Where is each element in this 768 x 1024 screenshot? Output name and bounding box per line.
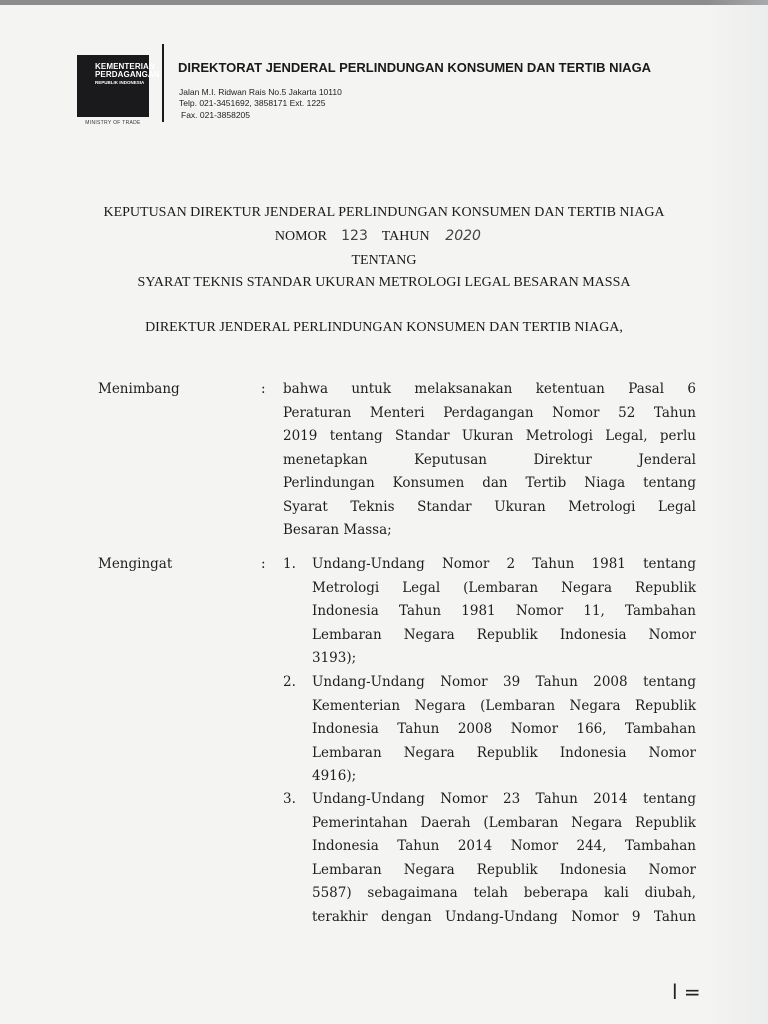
text-line: Indonesia Tahun 2008 Nomor 166, Tambahan bbox=[312, 721, 696, 737]
text-line: Perlindungan Konsumen dan Tertib Niaga tentang bbox=[283, 475, 696, 491]
tentang-heading: TENTANG bbox=[351, 253, 417, 268]
scan-edge-shading bbox=[708, 0, 768, 1024]
text-line: Besaran Massa; bbox=[283, 522, 392, 538]
text-line: Indonesia Tahun 1981 Nomor 11, Tambahan bbox=[312, 603, 696, 619]
text-line: menetapkan Keputusan Direktur Jenderal bbox=[283, 451, 696, 468]
text-line: 5587) sebagaimana telah beberapa kali diubah, bbox=[312, 885, 696, 901]
directorate-name: DIREKTORAT JENDERAL PERLINDUNGAN KONSUMEN DAN TERTIB NIAGA bbox=[178, 60, 652, 75]
nomor-label: NOMOR bbox=[274, 229, 327, 244]
text-line: bahwa untuk melaksanakan ketentuan Pasal 6 bbox=[283, 381, 696, 397]
fax-line: Fax. 021-3858205 bbox=[181, 110, 250, 120]
tahun-handwritten: 2020 bbox=[445, 228, 481, 244]
issuing-official: DIREKTUR JENDERAL PERLINDUNGAN KONSUMEN DAN TERTIB NIAGA, bbox=[145, 320, 623, 335]
ministry-logo-text bbox=[95, 63, 160, 86]
text-line: Kementerian Negara (Lembaran Negara Republik bbox=[312, 697, 696, 714]
menimbang-text bbox=[283, 378, 696, 543]
text-line: 3193); bbox=[312, 650, 357, 666]
mengingat-item-2 bbox=[312, 671, 696, 789]
item-number: 3. bbox=[283, 791, 296, 807]
address-line: Jalan M.I. Ridwan Rais No.5 Jakarta 10110 bbox=[179, 87, 342, 97]
scan-top-border bbox=[0, 0, 768, 5]
logo-line-3: REPUBLIK INDONESIA bbox=[95, 80, 145, 85]
mengingat-label: Mengingat bbox=[98, 556, 173, 572]
text-line: Peraturan Menteri Perdagangan Nomor 52 Tahun bbox=[283, 404, 696, 421]
text-line: Lembaran Negara Republik Indonesia Nomor bbox=[312, 744, 696, 761]
logo-line-2: PERDAGANGAN bbox=[95, 70, 160, 79]
mengingat-item-1 bbox=[312, 553, 696, 671]
text-line: Pemerintahan Daerah (Lembaran Negara Republik bbox=[312, 814, 696, 831]
text-line: Lembaran Negara Republik Indonesia Nomor bbox=[312, 861, 696, 878]
menimbang-colon: : bbox=[261, 381, 266, 397]
text-line: Lembaran Negara Republik Indonesia Nomor bbox=[312, 626, 696, 643]
decree-subject: SYARAT TEKNIS STANDAR UKURAN METROLOGI LEGAL BESARAN MASSA bbox=[137, 275, 631, 290]
item-number: 2. bbox=[283, 674, 296, 690]
logo-caption: MINISTRY OF TRADE bbox=[85, 120, 141, 126]
text-line: Indonesia Tahun 2014 Nomor 244, Tambahan bbox=[312, 838, 696, 854]
mengingat-item-3 bbox=[312, 788, 696, 929]
text-line: terakhir dengan Undang-Undang Nomor 9 Tahun bbox=[312, 908, 696, 925]
text-line: Undang-Undang Nomor 2 Tahun 1981 tentang bbox=[312, 556, 696, 572]
text-line: Syarat Teknis Standar Ukuran Metrologi Legal bbox=[283, 498, 696, 515]
tahun-label: TAHUN bbox=[381, 229, 430, 244]
text-line: 4916); bbox=[312, 768, 357, 784]
menimbang-label: Menimbang bbox=[98, 381, 180, 397]
nomor-handwritten: 123 bbox=[341, 228, 368, 244]
decree-number-line bbox=[0, 228, 768, 245]
item-number: 1. bbox=[283, 556, 296, 572]
logo-line-1: KEMENTERIAN bbox=[95, 62, 155, 71]
phone-line: Telp. 021-3451692, 3858171 Ext. 1225 bbox=[179, 98, 326, 108]
text-line: Undang-Undang Nomor 39 Tahun 2008 tentang bbox=[312, 674, 696, 690]
text-line: 2019 tentang Standar Ukuran Metrologi Legal, perlu bbox=[283, 428, 696, 444]
mengingat-colon: : bbox=[261, 556, 266, 572]
text-line: Metrologi Legal (Lembaran Negara Republik bbox=[312, 579, 696, 596]
decree-title: KEPUTUSAN DIREKTUR JENDERAL PERLINDUNGAN KONSUMEN DAN TERTIB NIAGA bbox=[103, 205, 665, 220]
handwritten-initial-mark: l = bbox=[672, 980, 701, 1004]
letterhead-divider bbox=[162, 44, 164, 122]
text-line: Undang-Undang Nomor 23 Tahun 2014 tentang bbox=[312, 791, 696, 807]
